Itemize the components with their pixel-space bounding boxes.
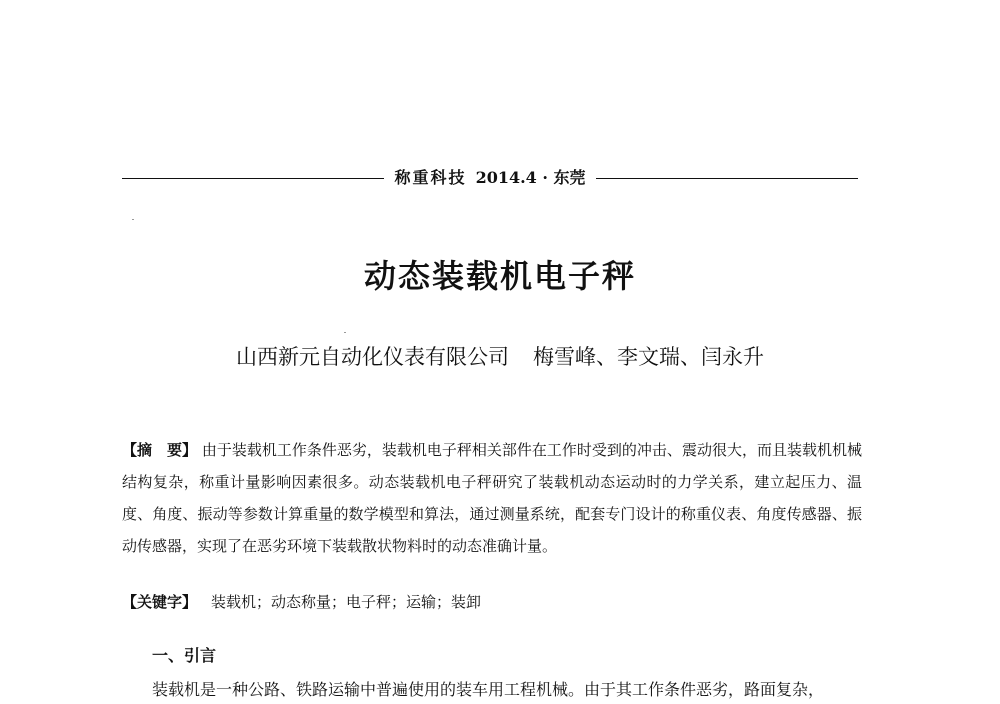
abstract-label: 【摘 要】 [122, 441, 198, 459]
body-paragraph: 装载机是一种公路、铁路运输中普遍使用的装车用工程机械。由于其工作条件恶劣，路面复杂， [152, 680, 825, 699]
authors: 梅雪峰、李文瑞、闫永升 [533, 345, 764, 369]
running-header [384, 168, 596, 188]
abstract-text: 由于装载机工作条件恶劣，装载机电子秤相关部件在工作时受到的冲击、震动很大，而且装载机机械结构复杂，称重计量影响因素很多。动态装载机电子秤研究了装载机动态运动时的力学关系，建立起压力、温度、角度、振动等参数计算重量的数学模型和算法，通过测量系统，配套专门设计的称重仪表、角度传感器、振动传感器，实现了在恶劣环境下装载散状物料时的动态准确计量。 [122, 441, 862, 555]
journal-issue: 2014.4 · 东莞 [475, 168, 586, 187]
affiliation: 山西新元自动化仪表有限公司 [236, 345, 509, 369]
keywords [122, 586, 862, 618]
keywords-text: 装载机；动态称量；电子秤；运输；装卸 [211, 593, 482, 611]
paper-title: 动态装载机电子秤 [363, 257, 636, 295]
abstract [122, 434, 862, 562]
section-heading: 一、引言 [152, 646, 217, 665]
keywords-label: 【关键字】 [122, 593, 198, 611]
header-rule-right [596, 178, 858, 179]
scan-speck [344, 332, 346, 333]
byline [0, 342, 1000, 372]
header-rule-left [122, 178, 384, 179]
journal-name: 称重科技 [394, 168, 467, 187]
scan-speck [132, 219, 134, 220]
